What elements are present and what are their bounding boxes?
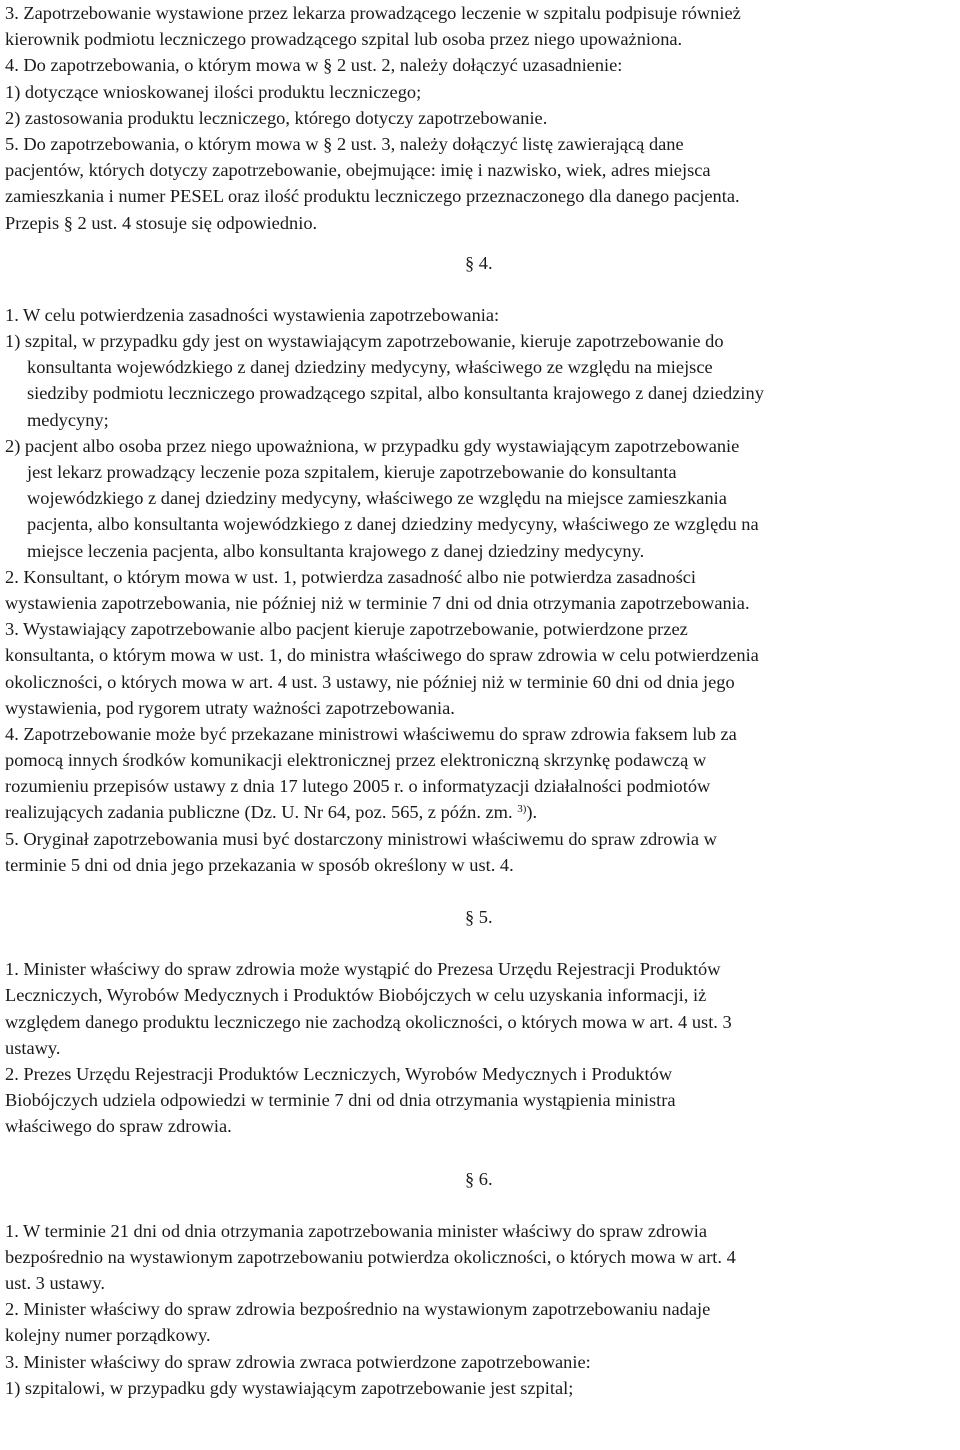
text-line: pomocą innych środków komunikacji elektronicznej przez elektroniczną skrzynkę podawczą w: [5, 750, 707, 771]
text-line-indented: siedziby podmiotu leczniczego prowadzącego szpital, albo konsultanta krajowego z danej dziedziny: [27, 383, 764, 404]
text-line: terminie 5 dni od dnia jego przekazania w sposób określony w ust. 4.: [5, 854, 514, 875]
text-line: 1. W terminie 21 dni od dnia otrzymania zapotrzebowania minister właściwy do spraw zdrowia: [5, 1220, 708, 1241]
text-line: wystawienia, pod rygorem utraty ważności zapotrzebowania.: [5, 697, 455, 718]
text-line: 1) szpital, w przypadku gdy jest on wystawiającym zapotrzebowanie, kieruje zapotrzebowanie do: [5, 331, 724, 352]
text-line: rozumieniu przepisów ustawy z dnia 17 lutego 2005 r. o informatyzacji działalności podmiotów: [5, 776, 711, 797]
text-line: 2) pacjent albo osoba przez niego upoważniona, w przypadku gdy wystawiającym zapotrzebowanie: [5, 435, 740, 456]
text-line: Przepis § 2 ust. 4 stosuje się odpowiednio.: [5, 212, 318, 233]
section-body-6: [5, 1218, 960, 1401]
document-page: [5, 0, 960, 1401]
text-line: 3. Wystawiający zapotrzebowanie albo pacjent kieruje zapotrzebowanie, potwierdzone przez: [5, 619, 688, 640]
text-line-with-footnote: [5, 799, 960, 825]
text-line: 1. W celu potwierdzenia zasadności wystawienia zapotrzebowania:: [5, 304, 500, 325]
text-line-indented: jest lekarz prowadzący leczenie poza szpitalem, kieruje zapotrzebowanie do konsultanta: [27, 462, 677, 482]
text-line: 5. Oryginał zapotrzebowania musi być dostarczony ministrowi właściwemu do spraw zdrowia w: [5, 828, 717, 849]
text-line: 5. Do zapotrzebowania, o którym mowa w § 2 ust. 3, należy dołączyć listę zawierającą dane: [5, 133, 684, 154]
text-line: 3. Zapotrzebowanie wystawione przez lekarza prowadzącego leczenie w szpitalu podpisuje również: [5, 3, 741, 23]
section-heading-4: § 4.: [465, 252, 493, 273]
text-line: 3. Minister właściwy do spraw zdrowia zwraca potwierdzone zapotrzebowanie:: [5, 1351, 591, 1372]
text-line: pacjentów, których dotyczy zapotrzebowanie, obejmujące: imię i nazwisko, wiek, adres miejsca: [5, 160, 711, 181]
text-line: okoliczności, o których mowa w art. 4 ust. 3 ustawy, nie później niż w terminie 60 dni od dnia jego: [5, 671, 735, 692]
text-line: 4. Do zapotrzebowania, o którym mowa w § 2 ust. 2, należy dołączyć uzasadnienie:: [5, 55, 623, 76]
text-line: właściwego do spraw zdrowia.: [5, 1116, 232, 1137]
text-line-indented: wojewódzkiego z danej dziedziny medycyny, właściwego ze względu na miejsce zamieszkania: [27, 488, 727, 509]
text-line: 4. Zapotrzebowanie może być przekazane ministrowi właściwemu do spraw zdrowia faksem lub za: [5, 723, 737, 744]
text-line: wystawienia zapotrzebowania, nie później niż w terminie 7 dni od dnia otrzymania zapotrzebowania.: [5, 592, 750, 613]
text-line: ustawy.: [5, 1037, 61, 1058]
text-line: 2. Minister właściwy do spraw zdrowia bezpośrednio na wystawionym zapotrzebowaniu nadaje: [5, 1299, 711, 1320]
text-fragment: ).: [526, 802, 538, 823]
section-body-5: [5, 956, 960, 1139]
text-line: 1) szpitalowi, w przypadku gdy wystawiającym zapotrzebowanie jest szpital;: [5, 1377, 574, 1398]
section-body-4: [5, 302, 960, 878]
text-line: kolejny numer porządkowy.: [5, 1325, 211, 1346]
text-line: 1) dotyczące wnioskowanej ilości produktu leczniczego;: [5, 81, 422, 102]
text-line: bezpośrednio na wystawionym zapotrzebowaniu potwierdza okoliczności, o których mowa w art. 4: [5, 1246, 736, 1267]
section-heading-5: § 5.: [465, 907, 493, 927]
text-line-indented: pacjenta, albo konsultanta wojewódzkiego z danej dziedziny medycyny, właściwego ze względu na: [27, 514, 759, 535]
text-line: Leczniczych, Wyrobów Medycznych i Produktów Biobójczych w celu uzyskania informacji, iż: [5, 985, 707, 1006]
section-heading-6: § 6.: [465, 1168, 493, 1189]
paragraph-group-s3: [5, 0, 960, 236]
text-fragment: realizujących zadania publiczne (Dz. U. Nr 64, poz. 565, z późn. zm.: [5, 802, 518, 823]
text-line: względem danego produktu leczniczego nie zachodzą okoliczności, o których mowa w art. 4 ust. 3: [5, 1011, 732, 1032]
footnote-reference[interactable]: 3): [517, 803, 527, 816]
text-line: ust. 3 ustawy.: [5, 1273, 105, 1294]
text-line-indented: medycyny;: [27, 409, 109, 430]
text-line: 2. Prezes Urzędu Rejestracji Produktów Leczniczych, Wyrobów Medycznych i Produktów: [5, 1063, 673, 1084]
text-line: zamieszkania i numer PESEL oraz ilość produktu leczniczego przeznaczonego dla danego pacjenta.: [5, 186, 740, 207]
text-line: 2. Konsultant, o którym mowa w ust. 1, potwierdza zasadność albo nie potwierdza zasadności: [5, 566, 697, 587]
text-line: 1. Minister właściwy do spraw zdrowia może wystąpić do Prezesa Urzędu Rejestracji Produktów: [5, 959, 721, 980]
text-line: Biobójczych udziela odpowiedzi w terminie 7 dni od dnia otrzymania wystąpienia ministra: [5, 1090, 676, 1111]
text-line-indented: konsultanta wojewódzkiego z danej dziedziny medycyny, właściwego ze względu na miejsce: [27, 357, 713, 378]
text-line: kierownik podmiotu leczniczego prowadzącego szpital lub osoba przez niego upoważniona.: [5, 29, 683, 50]
text-line-indented: miejsce leczenia pacjenta, albo konsultanta krajowego z danej dziedziny medycyny.: [27, 540, 645, 561]
text-line: konsultanta, o którym mowa w ust. 1, do ministra właściwego do spraw zdrowia w celu potwierdzenia: [5, 645, 759, 666]
text-line: 2) zastosowania produktu leczniczego, którego dotyczy zapotrzebowanie.: [5, 107, 548, 128]
